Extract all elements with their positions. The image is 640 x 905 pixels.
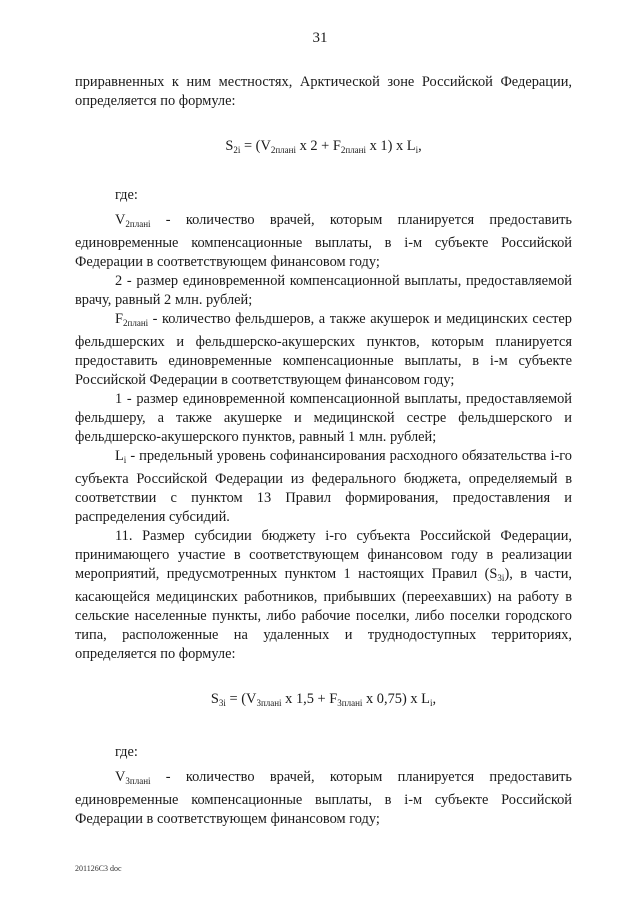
formula-part: x 1) x L (366, 138, 416, 154)
definition-subscript: 2планi (125, 219, 151, 229)
paragraph-11 (75, 527, 572, 664)
formula-s2i (75, 111, 572, 186)
definition-subscript: 2планi (123, 318, 149, 328)
definition-f2 (75, 310, 572, 390)
definition-symbol: F (115, 311, 124, 327)
definition-v2 (75, 211, 572, 272)
formula-subscript: 2i (233, 145, 241, 155)
formula-subscript: 2планi (340, 145, 366, 155)
definition-symbol: V (115, 769, 126, 785)
formula-part: = (V (240, 138, 271, 154)
definition-subscript: i (123, 455, 127, 465)
formula-subscript: 3i (218, 698, 226, 708)
where-label: где: (115, 744, 138, 760)
formula-part: , (432, 691, 437, 707)
formula-subscript: 2планi (270, 145, 296, 155)
formula-s3i (75, 664, 572, 743)
definition-subscript: 3планi (125, 776, 151, 786)
definition-text: - количество врачей, которым планируется предоставить единовременные компенсационные выплаты, в i-м субъекте Российской Федерации в соответствующем финансовом году; (75, 769, 572, 827)
definition-text: - количество врачей, которым планируется предоставить единовременные компенсационные выплаты, в i-м субъекте Российской Федерации в соответствующем финансовом году; (75, 212, 572, 270)
formula-symbol: S (225, 138, 234, 154)
definition-2: 2 - размер единовременной компенсационной выплаты, предоставляемой врачу, равный 2 млн. рублей; (75, 273, 572, 308)
definition-v3 (75, 768, 572, 829)
formula-part: = (V (225, 691, 257, 707)
formula-symbol: S (210, 691, 219, 707)
definition-text: - предельный уровень софинансирования расходного обязательства i-го субъекта Российской Федерации из федерального бюджета, определяемый в соответствии с пунктом 13 Правил формирования, предоставления и распределения субсидий. (75, 448, 572, 525)
where-label: где: (115, 187, 138, 203)
paragraph-text: ), в части, касающейся медицинских работников, прибывших (переехавших) на работу в сельские населенные пункты, либо рабочие поселки, либо поселки городского типа, расположенные на удаленных и труднодоступных территориях, определяется по формуле: (75, 566, 572, 662)
definition-text: - количество фельдшеров, а также акушерок и медицинских сестер фельдшерских и фельдшерско-акушерских пунктов, которым планируется предоставить единовременные компенсационные выплаты, в i-м субъекте Российской Федерации в соответствующем финансовом году; (75, 311, 572, 388)
formula-subscript: i (429, 698, 433, 708)
formula-subscript: i (415, 145, 419, 155)
formula-part: , (418, 138, 422, 154)
formula-subscript: 3планi (337, 698, 363, 708)
definition-li (75, 447, 572, 527)
definition-symbol: V (115, 212, 126, 228)
file-footer: 201126С3 doc (75, 864, 122, 873)
definition-symbol: L (115, 448, 124, 464)
formula-part: x 0,75) x L (362, 691, 430, 707)
paragraph-subscript: 3i (497, 573, 505, 583)
formula-subscript: 3планi (256, 698, 282, 708)
formula-part: x 2 + F (295, 138, 341, 154)
paragraph-text: 11. Размер субсидии бюджету i-го субъекта Российской Федерации, принимающего участие в соответствующем финансовом году в реализации мероприятий, предусмотренных пунктом 1 настоящих Правил (S (75, 528, 572, 582)
definition-1: 1 - размер единовременной компенсационной выплаты, предоставляемой фельдшеру, а также акушерке и медицинской сестре фельдшерского и фельдшерско-акушерского пунктов, равный 1 млн. рублей; (75, 391, 572, 445)
document-body (75, 73, 572, 829)
page-number: 31 (312, 30, 328, 46)
intro-paragraph: приравненных к ним местностях, Арктической зоне Российской Федерации, определяется по формуле: (75, 74, 572, 109)
formula-part: x 1,5 + F (281, 691, 338, 707)
